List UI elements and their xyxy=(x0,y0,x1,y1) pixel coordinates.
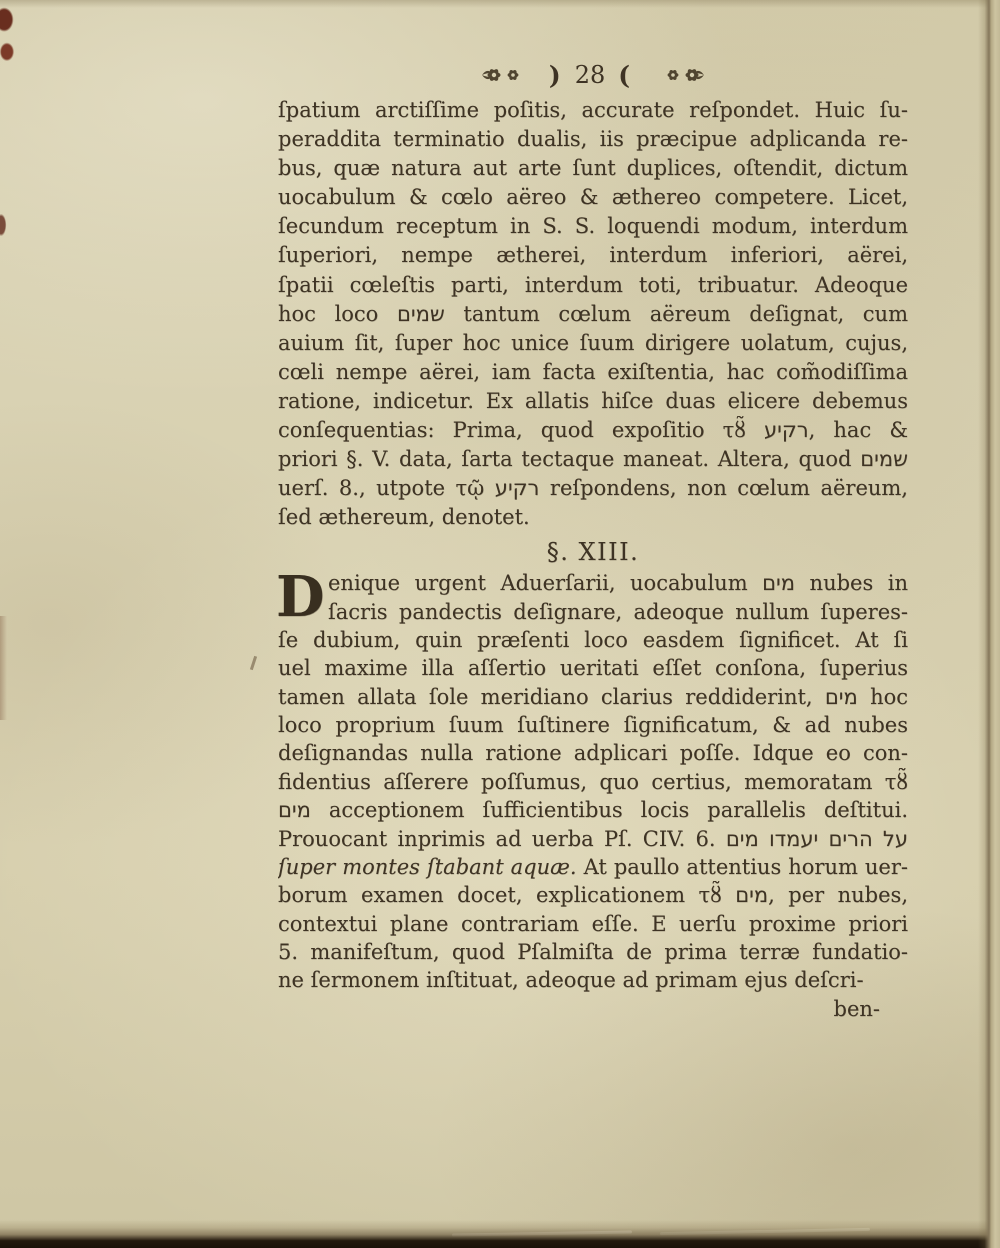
running-header xyxy=(278,56,908,94)
text-line: uel maxime illa aſſertio ueritati eſſet conſona, ſuperius xyxy=(278,656,908,681)
text-line-mixed xyxy=(278,853,908,881)
text-line: contextui plane contrariam eſſe. E uerſu proxime priori xyxy=(278,911,908,936)
text-line: borum examen docet, explicationem τȣ̃ מים, per nubes, xyxy=(278,883,908,908)
text-line: ſed æthereum, denotet. xyxy=(278,505,530,530)
paragraph-continuation xyxy=(278,96,908,532)
text-line: 5. manifeſtum, quod Pſalmiſta de prima terræ fundatio- xyxy=(278,939,908,964)
text-line: Prouocant inprimis ad uerba Pſ. CIV. 6. על הרים יעמדו מים xyxy=(278,826,908,851)
fleuron-icon xyxy=(658,60,706,90)
italic-citation: ſuper montes ſtabant aquæ. xyxy=(278,854,577,879)
text-line: uocabulum & cœlo aëreo & æthereo competere. Licet, xyxy=(278,185,908,210)
ink-speck xyxy=(250,656,257,670)
ink-stain xyxy=(0,206,11,244)
text-line: ſecundum receptum in S. S. loquendi modum, interdum xyxy=(278,214,908,239)
text-line: ratione, indicetur. Ex allatis hiſce duas elicere debemus xyxy=(278,388,908,413)
header-bracket-left: ) xyxy=(548,60,562,90)
page-bottom-edge xyxy=(0,1220,1000,1248)
fleuron-icon xyxy=(480,60,528,90)
text-line: deſignandas nulla ratione adplicari poſſe. Idque eo con- xyxy=(278,741,908,766)
text-line: uerſ. 8., utpote τῷ רקיע reſpondens, non cœlum aëreum, xyxy=(278,476,908,501)
text-line: ne ſermonem inſtituat, adeoque ad primam ejus deſcri- xyxy=(278,968,864,993)
text-line: loco proprium ſuum ſuſtinere ſignificatum, & ad nubes xyxy=(278,713,908,738)
ink-stain xyxy=(0,616,7,720)
text-line: priori §. V. data, ſarta tectaque maneat. Altera, quod שמים xyxy=(278,447,908,472)
text-line: auium ſit, ſuper hoc unice ſuum dirigere uolatum, cujus, xyxy=(278,330,908,355)
text-line: conſequentias: Prima, quod expoſitio τȣ̃ רקיע, hac & xyxy=(278,418,908,443)
text-segment: At paullo attentius horum uer- xyxy=(576,854,908,879)
text-line: peraddita terminatio dualis, iis præcipue adplicanda re- xyxy=(278,127,908,152)
text-line: hoc loco שמים tantum cœlum aëreum deſignat, cum xyxy=(278,301,908,326)
text-line: ſuperiori, nempe ætherei, interdum inferiori, aërei, xyxy=(278,243,908,268)
text-line: ſacris pandectis deſignare, adeoque nullum ſuperes- xyxy=(328,599,908,624)
drop-cap: D xyxy=(276,564,325,631)
text-line: מים acceptionem ſufficientibus locis parallelis deſtitui. xyxy=(278,798,908,823)
dropcap-block xyxy=(276,564,908,631)
text-line: fidentius aſſerere poſſumus, quo certius, memoratam τȣ̃ xyxy=(278,769,908,794)
text-line: enique urgent Aduerſarii, uocabulum מים nubes in xyxy=(328,571,908,596)
catchword xyxy=(278,995,908,1024)
ink-stain xyxy=(0,0,28,70)
page-number: 28 xyxy=(574,61,606,89)
paragraph-section-13 xyxy=(276,564,908,1023)
text-line: bus, quæ natura aut arte ſunt duplices, oſtendit, dictum xyxy=(278,156,908,181)
text-line: ſpatii cœleſtis parti, interdum toti, tribuatur. Adeoque xyxy=(278,272,908,297)
text-line: tamen allata ſole meridiano clarius reddiderint, מים hoc xyxy=(278,684,908,709)
page-top-shadow xyxy=(0,0,1000,8)
text-line: ſe dubium, quin præſenti loco easdem ſignificet. At ſi xyxy=(278,628,908,653)
section-heading: §. XIII. xyxy=(546,538,640,567)
text-line: ſpatium arctiſſime poſitis, accurate reſpondet. Huic ſu- xyxy=(278,98,908,122)
catchword-text: ben- xyxy=(833,996,880,1021)
header-bracket-right: ( xyxy=(618,60,632,90)
text-block xyxy=(278,56,908,1023)
page-right-edge xyxy=(978,0,1000,1248)
text-line: cœli nempe aërei, iam facta exiſtentia, hac com̃odiſſima xyxy=(278,359,908,384)
